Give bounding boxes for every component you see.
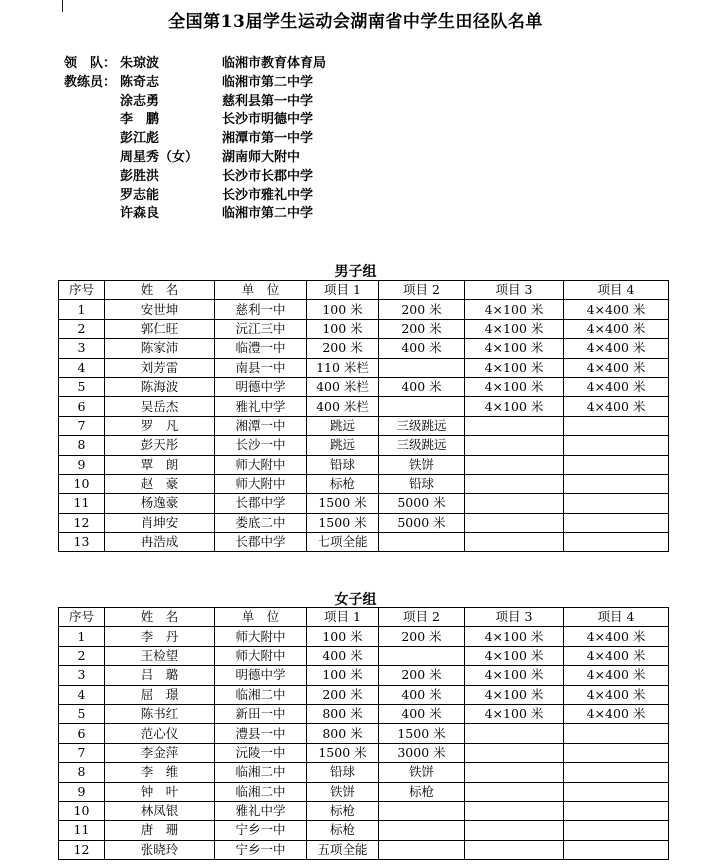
table-cell: 8 [59,436,105,455]
staff-name: 彭胜洪 [120,168,160,184]
table-cell: 师大附中 [215,455,307,474]
table-cell: 2 [59,319,105,338]
table-row [59,743,669,762]
table-cell: 沅陵一中 [215,743,307,762]
table-cell: 临湘二中 [215,782,307,801]
staff-role: 领 队： [64,56,117,71]
table-cell: 三级跳远 [379,436,465,455]
table-cell: 宁乡一中 [215,840,307,859]
table-cell: 6 [59,724,105,743]
column-header: 项目 1 [307,281,379,300]
table-cell: 9 [59,455,105,474]
table-cell: 4×400 米 [564,397,669,416]
table-cell: 4×100 米 [465,666,564,685]
table-cell: 8 [59,763,105,782]
table-cell: 5 [59,704,105,723]
table-cell: 肖坤安 [105,513,215,532]
table-cell: 铁饼 [307,782,379,801]
staff-name: 许森良 [120,206,160,222]
table-cell: 400 米 [379,685,465,704]
table-header-row [59,281,669,300]
table-cell [564,840,669,859]
table-cell: 临澧一中 [215,339,307,358]
table-cell: 200 米 [379,666,465,685]
table-cell: 10 [59,474,105,493]
table-cell: 100 米 [307,627,379,646]
table-cell: 100 米 [307,319,379,338]
table-cell: 钟 叶 [105,782,215,801]
table-cell: 4×100 米 [465,646,564,665]
table-cell: 杨逸豪 [105,494,215,513]
table-cell: 110 米栏 [307,358,379,377]
female-group-title: 女子组 [334,592,377,608]
table-cell: 3 [59,339,105,358]
table-cell: 10 [59,801,105,820]
table-cell [379,821,465,840]
table-cell: 1500 米 [307,513,379,532]
table-cell: 400 米 [307,646,379,665]
table-cell: 400 米栏 [307,377,379,396]
table-cell: 陈海波 [105,377,215,396]
table-row [59,377,669,396]
table-cell [379,397,465,416]
table-cell: 标枪 [307,821,379,840]
table-row [59,300,669,319]
table-cell: 王检望 [105,646,215,665]
column-header: 序号 [59,281,105,300]
table-cell: 范心仪 [105,724,215,743]
table-cell: 郭仁旺 [105,319,215,338]
column-header: 姓 名 [105,608,215,627]
table-cell: 4×100 米 [465,358,564,377]
table-row [59,821,669,840]
table-cell: 澧县一中 [215,724,307,743]
table-cell: 4×100 米 [465,704,564,723]
table-cell [564,436,669,455]
column-header: 项目 4 [564,281,669,300]
column-header: 项目 4 [564,608,669,627]
table-row [59,436,669,455]
table-cell [564,513,669,532]
table-cell: 4 [59,685,105,704]
table-cell: 长沙一中 [215,436,307,455]
table-cell [564,724,669,743]
table-row [59,724,669,743]
table-cell: 4 [59,358,105,377]
table-cell: 彭天彤 [105,436,215,455]
table-cell: 400 米栏 [307,397,379,416]
table-row [59,801,669,820]
table-cell [465,724,564,743]
table-cell: 4×100 米 [465,397,564,416]
table-cell: 铁饼 [379,455,465,474]
staff-name: 陈奇志 [120,74,160,90]
table-cell: 雅礼中学 [215,801,307,820]
table-cell [564,455,669,474]
table-cell: 4×100 米 [465,339,564,358]
table-cell: 9 [59,782,105,801]
table-cell: 临湘二中 [215,685,307,704]
table-cell [465,474,564,493]
table-cell: 3 [59,666,105,685]
staff-unit: 临湘市第二中学 [222,74,314,90]
table-cell: 4×400 米 [564,704,669,723]
table-cell: 200 米 [307,685,379,704]
table-row [59,782,669,801]
table-row [59,358,669,377]
table-cell [465,821,564,840]
table-cell: 铅球 [307,763,379,782]
table-cell: 陈书红 [105,704,215,723]
table-row [59,397,669,416]
table-row [59,533,669,552]
table-cell [465,436,564,455]
table-cell [379,801,465,820]
table-cell: 4×400 米 [564,666,669,685]
table-cell: 400 米 [379,704,465,723]
staff-unit: 湖南师大附中 [222,149,301,165]
table-cell: 200 米 [379,300,465,319]
table-cell: 200 米 [307,339,379,358]
table-cell: 安世坤 [105,300,215,319]
column-header: 姓 名 [105,281,215,300]
table-cell: 跳远 [307,416,379,435]
column-header: 单 位 [215,281,307,300]
table-cell: 4×400 米 [564,685,669,704]
table-cell: 雅礼中学 [215,397,307,416]
table-cell: 冉浩成 [105,533,215,552]
page-margin-line [62,0,63,12]
table-cell: 标枪 [307,474,379,493]
female-roster-table [58,607,669,860]
table-cell: 4×100 米 [465,685,564,704]
table-cell: 11 [59,821,105,840]
table-cell: 4×400 米 [564,358,669,377]
table-cell: 慈利一中 [215,300,307,319]
table-cell: 5 [59,377,105,396]
table-row [59,763,669,782]
table-cell: 1 [59,627,105,646]
table-cell: 5000 米 [379,513,465,532]
table-row [59,627,669,646]
table-cell: 沅江三中 [215,319,307,338]
table-row [59,513,669,532]
table-cell: 七项全能 [307,533,379,552]
column-header: 项目 3 [465,608,564,627]
table-cell [564,782,669,801]
staff-name: 周星秀（女） [120,149,199,165]
table-cell [465,455,564,474]
table-cell: 4×100 米 [465,300,564,319]
staff-role: 教练员： [64,74,117,90]
table-cell: 李 丹 [105,627,215,646]
table-cell [564,416,669,435]
table-row [59,339,669,358]
table-cell: 4×400 米 [564,319,669,338]
table-cell: 11 [59,494,105,513]
table-cell [465,782,564,801]
table-cell: 湘潭一中 [215,416,307,435]
table-row [59,416,669,435]
table-cell [379,646,465,665]
table-cell: 罗 凡 [105,416,215,435]
table-cell: 林凤银 [105,801,215,820]
table-cell: 临湘二中 [215,763,307,782]
male-group-title: 男子组 [334,264,377,280]
table-row [59,840,669,859]
staff-name: 彭江彪 [120,131,160,147]
table-cell: 标枪 [307,801,379,820]
table-cell: 12 [59,513,105,532]
staff-name: 涂志勇 [120,93,160,109]
table-cell: 1500 米 [307,494,379,513]
staff-unit: 临湘市第二中学 [222,206,314,222]
table-cell [564,821,669,840]
staff-name: 朱琼波 [120,56,160,71]
staff-unit: 湘潭市第一中学 [222,131,314,147]
table-cell: 铅球 [379,474,465,493]
table-cell: 800 米 [307,704,379,723]
table-row [59,455,669,474]
table-cell: 6 [59,397,105,416]
column-header: 项目 2 [379,608,465,627]
table-cell: 明德中学 [215,666,307,685]
table-cell [465,840,564,859]
table-cell [465,513,564,532]
table-cell: 4×100 米 [465,627,564,646]
table-cell: 13 [59,533,105,552]
table-cell: 1 [59,300,105,319]
table-row [59,704,669,723]
table-cell [465,533,564,552]
table-cell: 陈家沛 [105,339,215,358]
table-cell: 师大附中 [215,474,307,493]
table-cell: 张晓玲 [105,840,215,859]
table-cell [465,801,564,820]
table-cell: 400 米 [379,377,465,396]
table-cell [564,494,669,513]
table-cell: 娄底二中 [215,513,307,532]
table-cell: 五项全能 [307,840,379,859]
table-cell: 1500 米 [307,743,379,762]
table-cell: 400 米 [379,339,465,358]
table-cell: 铅球 [307,455,379,474]
table-row [59,646,669,665]
table-cell: 4×400 米 [564,646,669,665]
staff-name: 李 鹏 [120,112,160,128]
table-cell: 1500 米 [379,724,465,743]
table-cell [564,474,669,493]
table-cell: 吕 璐 [105,666,215,685]
staff-unit: 临湘市教育体育局 [222,56,327,71]
table-row [59,494,669,513]
staff-unit: 长沙市明德中学 [222,112,314,128]
table-cell [465,494,564,513]
table-cell: 4×400 米 [564,300,669,319]
table-cell: 12 [59,840,105,859]
table-cell: 覃 朗 [105,455,215,474]
table-cell [564,743,669,762]
table-cell: 师大附中 [215,646,307,665]
table-cell: 长郡中学 [215,533,307,552]
table-cell: 屈 璟 [105,685,215,704]
table-cell: 长郡中学 [215,494,307,513]
table-row [59,666,669,685]
table-cell: 唐 珊 [105,821,215,840]
table-cell: 三级跳远 [379,416,465,435]
table-cell: 吴岳杰 [105,397,215,416]
table-cell: 宁乡一中 [215,821,307,840]
staff-unit: 长沙市长郡中学 [222,168,314,184]
table-cell [379,533,465,552]
staff-name: 罗志能 [120,187,160,203]
table-cell: 4×400 米 [564,339,669,358]
table-cell: 李 维 [105,763,215,782]
table-cell: 4×100 米 [465,377,564,396]
table-cell: 铁饼 [379,763,465,782]
column-header: 单 位 [215,608,307,627]
table-cell: 2 [59,646,105,665]
table-cell: 4×400 米 [564,627,669,646]
table-cell: 赵 豪 [105,474,215,493]
table-header-row [59,608,669,627]
column-header: 项目 3 [465,281,564,300]
page-title: 全国第13届学生运动会湖南省中学生田径队名单 [168,12,543,32]
table-cell: 200 米 [379,627,465,646]
table-cell: 4×100 米 [465,319,564,338]
staff-unit: 长沙市雅礼中学 [222,187,314,203]
table-cell [564,801,669,820]
table-cell: 200 米 [379,319,465,338]
column-header: 项目 2 [379,281,465,300]
table-cell: 7 [59,416,105,435]
staff-unit: 慈利县第一中学 [222,93,314,109]
table-cell [379,358,465,377]
table-cell: 南县一中 [215,358,307,377]
table-cell: 800 米 [307,724,379,743]
table-cell: 新田一中 [215,704,307,723]
table-cell [564,533,669,552]
column-header: 序号 [59,608,105,627]
table-cell: 刘芳雷 [105,358,215,377]
table-row [59,474,669,493]
table-cell: 明德中学 [215,377,307,396]
table-cell: 7 [59,743,105,762]
table-cell [379,840,465,859]
table-cell: 李金萍 [105,743,215,762]
table-cell: 标枪 [379,782,465,801]
table-cell: 5000 米 [379,494,465,513]
column-header: 项目 1 [307,608,379,627]
table-cell: 100 米 [307,300,379,319]
table-cell: 3000 米 [379,743,465,762]
table-cell: 跳远 [307,436,379,455]
male-roster-table [58,280,669,552]
table-cell [564,763,669,782]
table-cell [465,416,564,435]
table-cell: 师大附中 [215,627,307,646]
table-cell [465,763,564,782]
table-row [59,685,669,704]
table-row [59,319,669,338]
table-cell: 100 米 [307,666,379,685]
table-cell: 4×400 米 [564,377,669,396]
table-cell [465,743,564,762]
